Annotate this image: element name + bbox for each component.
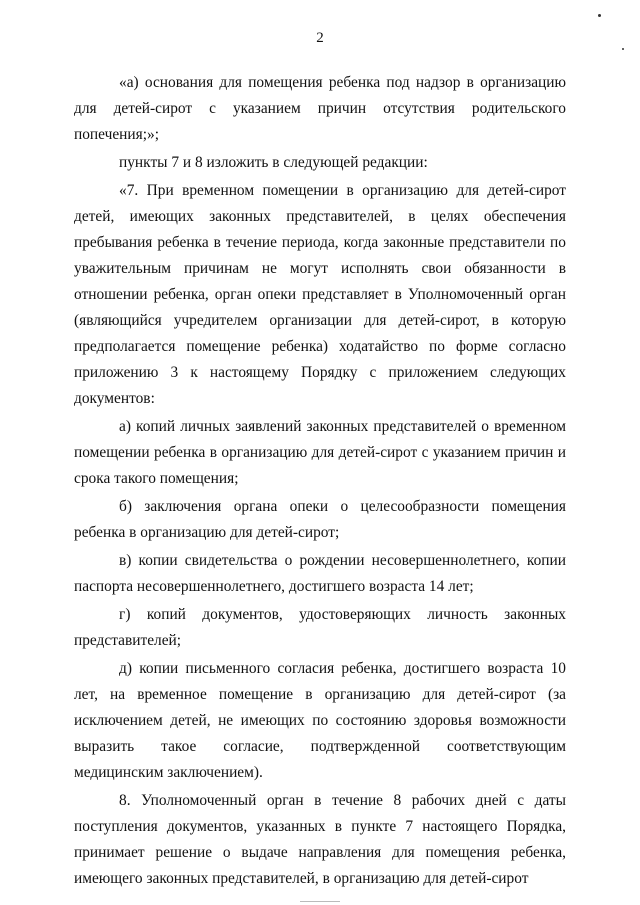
scan-artifact [598,14,601,17]
paragraph: г) копий документов, удостоверяющих личность законных представителей; [74,606,566,649]
scan-artifact [300,901,340,902]
paragraph: 8. Уполномоченный орган в течение 8 рабочих дней с даты поступления документов, указанных в пункте 7 настоящего Порядка, принимает решение о выдаче направления для помещения ребенка, имеющего законных представителей, в организацию для детей-сирот [74,792,566,887]
paragraph: б) заключения органа опеки о целесообразности помещения ребенка в организацию для детей-сирот; [74,498,566,541]
paragraph: «а) основания для помещения ребенка под надзор в организацию для детей-сирот с указанием причин отсутствия родительского попечения;»; [74,74,566,143]
document-body [74,70,566,892]
paragraph: д) копии письменного согласия ребенка, достигшего возраста 10 лет, на временное помещение в организацию для детей-сирот (за исключением детей, не имеющих по состоянию здоровья возможности выразить такое согласие, подтвержденной соответствующим медицинским заключением). [74,660,566,781]
page-number: 2 [316,30,324,46]
scan-artifact [622,48,624,50]
paragraph: в) копии свидетельства о рождении несовершеннолетнего, копии паспорта несовершеннолетнего, достигшего возраста 14 лет; [74,552,566,595]
paragraph: пункты 7 и 8 изложить в следующей редакции: [119,154,428,171]
paragraph: «7. При временном помещении в организацию для детей-сирот детей, имеющих законных представителей, в целях обеспечения пребывания ребенка в течение периода, когда законные представители по уважительным причинам не могут исполнять свои обязанности в отношении ребенка, орган опеки представляет в Уполномоченный орган (являющийся учредителем организации для детей-сирот, в которую предполагается помещение ребенка) ходатайство по форме согласно приложению 3 к настоящему Порядку с приложением следующих документов: [74,182,566,407]
paragraph: а) копий личных заявлений законных представителей о временном помещении ребенка в организацию для детей-сирот с указанием причин и срока такого помещения; [74,418,566,487]
